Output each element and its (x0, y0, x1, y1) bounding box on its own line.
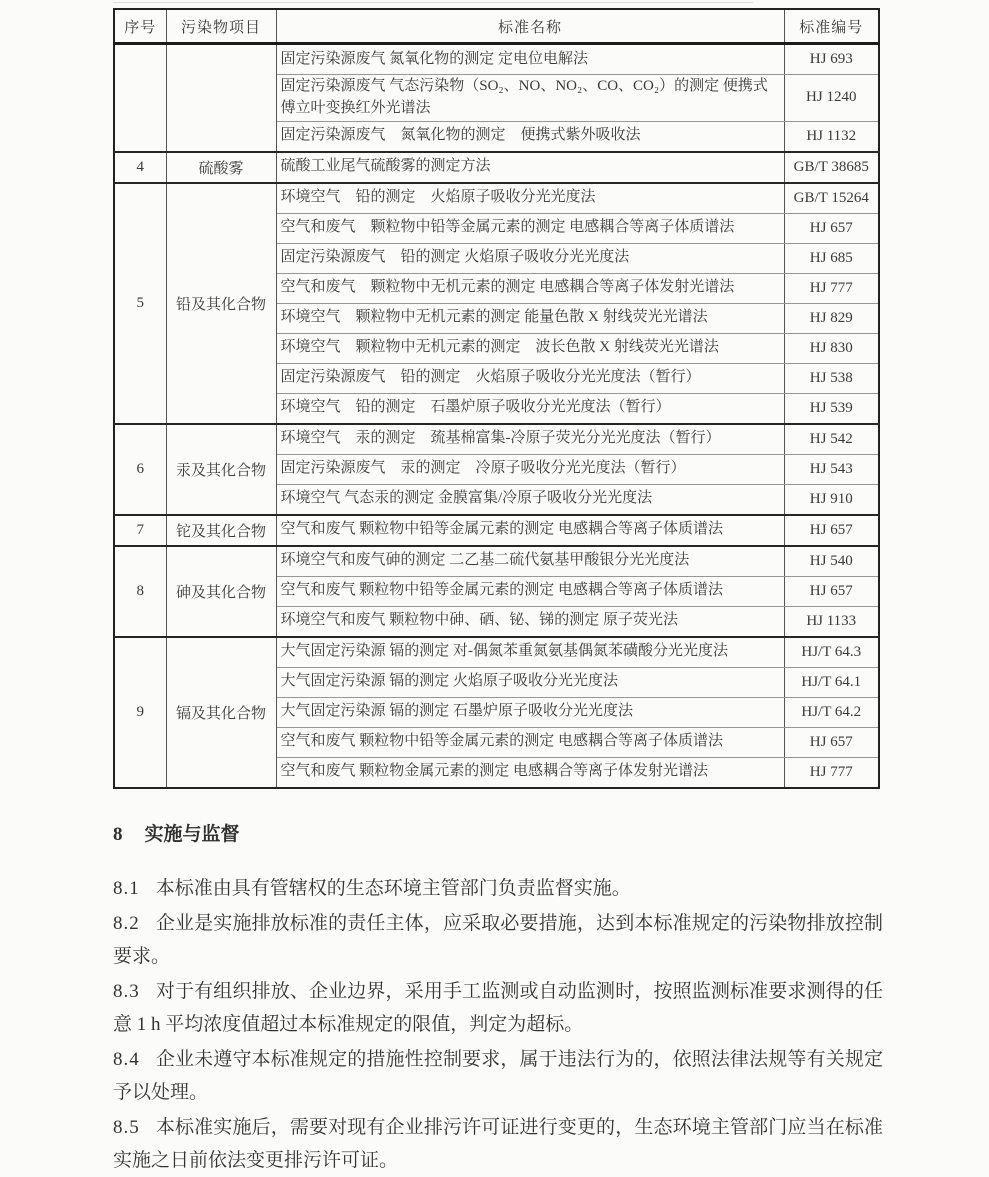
cell-standard-code: HJ 1240 (784, 75, 879, 122)
cell-seq-no: 7 (114, 515, 166, 546)
table-row (114, 183, 879, 214)
header-pollutant: 污染物项目 (166, 9, 276, 44)
cell-standard-name: 固定污染源废气 汞的测定 冷原子吸收分光光度法（暂行） (276, 454, 784, 484)
cell-standard-code: HJ 910 (784, 484, 879, 515)
cell-seq-no: 6 (114, 424, 166, 515)
cell-seq-no: 9 (114, 637, 166, 788)
cell-pollutant: 汞及其化合物 (166, 424, 276, 515)
cell-standard-code: HJ 1132 (784, 121, 879, 152)
clause-number: 8.1 (113, 877, 140, 899)
cell-standard-code: HJ/T 64.3 (784, 637, 879, 668)
cell-standard-code: GB/T 38685 (784, 152, 879, 183)
cell-standard-code: HJ 777 (784, 757, 879, 788)
cell-standard-code: HJ 540 (784, 546, 879, 577)
monitoring-standards-table (113, 8, 880, 789)
cell-standard-name: 空气和废气 颗粒物金属元素的测定 电感耦合等离子体发射光谱法 (276, 757, 784, 788)
cell-standard-code: HJ 1133 (784, 606, 879, 637)
clause-paragraph (113, 907, 883, 973)
cell-pollutant: 砷及其化合物 (166, 546, 276, 637)
cell-standard-name: 空气和废气 颗粒物中铅等金属元素的测定 电感耦合等离子体质谱法 (276, 213, 784, 243)
table-header-row (114, 9, 879, 44)
header-standard-name: 标准名称 (276, 9, 784, 44)
cell-standard-name: 环境空气和废气砷的测定 二乙基二硫代氨基甲酸银分光光度法 (276, 546, 784, 577)
cell-standard-name: 大气固定污染源 镉的测定 对-偶氮苯重氮氨基偶氮苯磺酸分光光度法 (276, 637, 784, 668)
clause-text: 企业未遵守本标准规定的措施性控制要求，属于违法行为的，依照法律法规等有关规定予以处理。 (113, 1048, 883, 1103)
cell-standard-name: 环境空气 颗粒物中无机元素的测定 能量色散 X 射线荧光光谱法 (276, 303, 784, 333)
scan-artifact-line (113, 2, 753, 3)
cell-standard-code: HJ 657 (784, 576, 879, 606)
cell-standard-name: 固定污染源废气 铅的测定 火焰原子吸收分光光度法（暂行） (276, 363, 784, 393)
clause-paragraph (113, 1043, 883, 1109)
table-row (114, 152, 879, 183)
cell-standard-name: 大气固定污染源 镉的测定 火焰原子吸收分光光度法 (276, 667, 784, 697)
cell-standard-code: HJ 777 (784, 273, 879, 303)
clause-text: 对于有组织排放、企业边界，采用手工监测或自动监测时，按照监测标准要求测得的任意 1 h 平均浓度值超过本标准规定的限值，判定为超标。 (113, 980, 883, 1035)
cell-standard-name: 固定污染源废气 气态污染物（SO₂、NO、NO₂、CO、CO₂）的测定 便携式傅立叶变换红外光谱法 (276, 75, 784, 122)
cell-standard-name: 环境空气和废气 颗粒物中砷、硒、铋、锑的测定 原子荧光法 (276, 606, 784, 637)
clause-text: 本标准实施后，需要对现有企业排污许可证进行变更的，生态环境主管部门应当在标准实施之日前依法变更排污许可证。 (113, 1116, 883, 1171)
table-row (114, 637, 879, 668)
cell-standard-name: 硫酸工业尾气硫酸雾的测定方法 (276, 152, 784, 183)
cell-seq-no: 4 (114, 152, 166, 183)
table-row (114, 44, 879, 75)
clauses-container (113, 872, 883, 1177)
cell-pollutant: 铅及其化合物 (166, 183, 276, 424)
cell-pollutant (166, 44, 276, 152)
cell-standard-name: 环境空气 汞的测定 巯基棉富集-冷原子荧光分光光度法（暂行） (276, 424, 784, 455)
cell-pollutant: 铊及其化合物 (166, 515, 276, 546)
cell-pollutant: 硫酸雾 (166, 152, 276, 183)
cell-standard-name: 环境空气 颗粒物中无机元素的测定 波长色散 X 射线荧光光谱法 (276, 333, 784, 363)
clause-paragraph (113, 975, 883, 1041)
clause-number: 8.2 (113, 912, 140, 934)
clause-paragraph (113, 1111, 883, 1177)
cell-standard-name: 大气固定污染源 镉的测定 石墨炉原子吸收分光光度法 (276, 697, 784, 727)
cell-standard-code: HJ 657 (784, 213, 879, 243)
cell-standard-name: 空气和废气 颗粒物中铅等金属元素的测定 电感耦合等离子体质谱法 (276, 576, 784, 606)
cell-standard-name: 空气和废气 颗粒物中铅等金属元素的测定 电感耦合等离子体质谱法 (276, 727, 784, 757)
cell-standard-code: HJ 657 (784, 515, 879, 546)
cell-standard-name: 固定污染源废气 铅的测定 火焰原子吸收分光光度法 (276, 243, 784, 273)
header-seq-no: 序号 (114, 9, 166, 44)
cell-standard-name: 环境空气 铅的测定 火焰原子吸收分光光度法 (276, 183, 784, 214)
cell-standard-name: 空气和废气 颗粒物中铅等金属元素的测定 电感耦合等离子体质谱法 (276, 515, 784, 546)
cell-standard-code: HJ 829 (784, 303, 879, 333)
clause-number: 8.4 (113, 1048, 140, 1070)
cell-seq-no: 5 (114, 183, 166, 424)
cell-standard-code: HJ 543 (784, 454, 879, 484)
cell-pollutant: 镉及其化合物 (166, 637, 276, 788)
section-8 (113, 819, 883, 1177)
header-standard-code: 标准编号 (784, 9, 879, 44)
cell-standard-name: 固定污染源废气 氮氧化物的测定 定电位电解法 (276, 44, 784, 75)
cell-standard-name: 空气和废气 颗粒物中无机元素的测定 电感耦合等离子体发射光谱法 (276, 273, 784, 303)
cell-standard-name: 环境空气 铅的测定 石墨炉原子吸收分光光度法（暂行） (276, 393, 784, 424)
cell-standard-code: HJ 657 (784, 727, 879, 757)
clause-text: 本标准由具有管辖权的生态环境主管部门负责监督实施。 (155, 877, 631, 899)
table-row (114, 515, 879, 546)
cell-standard-code: HJ/T 64.2 (784, 697, 879, 727)
cell-standard-name: 环境空气 气态汞的测定 金膜富集/冷原子吸收分光光度法 (276, 484, 784, 515)
cell-standard-name: 固定污染源废气 氮氧化物的测定 便携式紫外吸收法 (276, 121, 784, 152)
cell-standard-code: HJ 693 (784, 44, 879, 75)
clause-number: 8.5 (113, 1116, 140, 1138)
table-row (114, 546, 879, 577)
cell-standard-code: HJ 542 (784, 424, 879, 455)
clause-number: 8.3 (113, 980, 140, 1002)
cell-standard-code: HJ 830 (784, 333, 879, 363)
section-number: 8 (113, 823, 123, 845)
section-title: 实施与监督 (144, 823, 240, 845)
cell-standard-code: HJ 685 (784, 243, 879, 273)
table-row (114, 424, 879, 455)
cell-standard-code: GB/T 15264 (784, 183, 879, 214)
cell-seq-no: 8 (114, 546, 166, 637)
clause-text: 企业是实施排放标准的责任主体，应采取必要措施，达到本标准规定的污染物排放控制要求。 (113, 912, 883, 967)
clause-paragraph (113, 872, 883, 905)
section-heading (113, 819, 883, 846)
cell-seq-no (114, 44, 166, 152)
cell-standard-code: HJ 539 (784, 393, 879, 424)
cell-standard-code: HJ 538 (784, 363, 879, 393)
cell-standard-code: HJ/T 64.1 (784, 667, 879, 697)
